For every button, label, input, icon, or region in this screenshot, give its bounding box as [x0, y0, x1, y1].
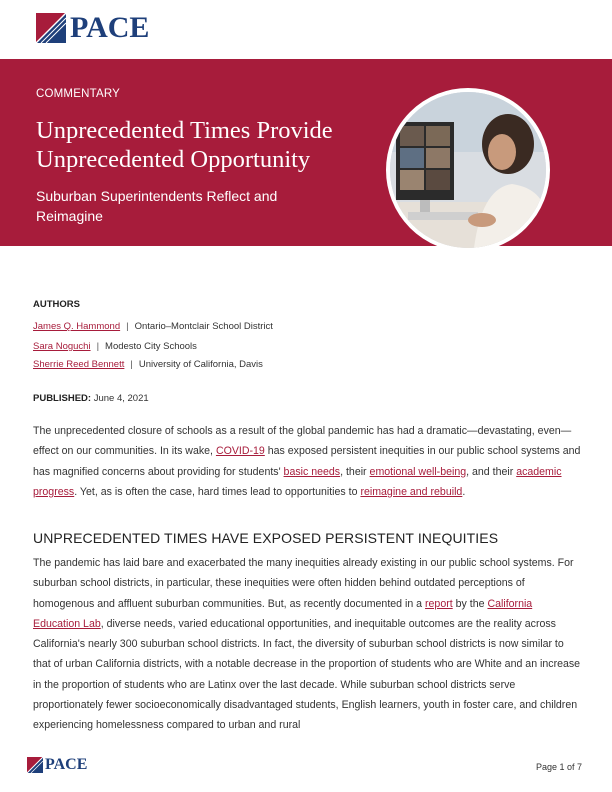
california-education-lab-link[interactable]: California Education Lab [33, 597, 533, 630]
author-affiliation: Modesto City Schools [105, 341, 197, 352]
section-heading: UNPRECEDENTED TIMES HAVE EXPOSED PERSISTENT INEQUITIES [33, 530, 499, 546]
author-row [33, 321, 273, 332]
page-number: Page 1 of 7 [535, 762, 582, 772]
paragraph-text: The unprecedented closure of schools as a result of the global pandemic has had a dramatic—devastating, even—effect on our communities. In its wake, [33, 425, 572, 458]
authors-label: AUTHORS [33, 299, 80, 310]
author-affiliation: Ontario–Montclair School District [134, 321, 273, 332]
footer-logo[interactable] [27, 757, 87, 773]
paragraph-text: The pandemic has laid bare and exacerbated the many inequities already existing in our public school systems. For suburban school districts, in particular, these inequities were often hidden behind outdated perceptions of homogenous and affluent suburban communities. But, as recently documented in a [33, 557, 574, 610]
author-row [33, 359, 263, 370]
paragraph-text: . Yet, as is often the case, hard times lead to opportunities to [74, 485, 361, 498]
author-separator: | [96, 341, 100, 352]
pace-logo-icon [27, 757, 43, 773]
author-separator: | [126, 321, 129, 332]
pace-logo-icon [36, 13, 66, 43]
author-link[interactable]: Sherrie Reed Bennett [33, 359, 125, 370]
basic-needs-link[interactable]: basic needs [283, 465, 341, 478]
author-separator: | [130, 359, 133, 370]
paragraph-text: has exposed persistent inequities in our public school systems and has magnified concerns about providing for students' [33, 445, 581, 478]
published-date: June 4, 2021 [93, 393, 149, 404]
author-link[interactable]: James Q. Hammond [33, 321, 121, 332]
author-link[interactable]: Sara Noguchi [33, 341, 91, 352]
article-subtitle [36, 186, 336, 226]
paragraph-text: , their [340, 465, 370, 478]
paragraph-text: , and their [466, 465, 517, 478]
paragraph-text: , diverse needs, varied educational opportunities, and inequitable outcomes are the reality across California's nearly 300 suburban school districts. In fact, the diversity of suburban school districts is now similar to that of urban California districts, with a notable decrease in the proportion of students who are White and an increase in the proportion of students who are Latinx over the last decade. While suburban school districts serve proportionately fewer socioeconomically disadvantaged students, English learners, youth in foster care, and children experiencing homelessness compared to urban and rural [33, 617, 581, 732]
covid-link[interactable]: COVID-19 [215, 445, 265, 458]
author-row [33, 341, 197, 352]
subtitle-line-2: Reimagine [36, 208, 103, 224]
published-label: PUBLISHED: [33, 393, 92, 404]
emotional-wellbeing-link[interactable]: emotional well-being [369, 465, 467, 478]
paragraph-text: . [462, 485, 466, 498]
author-affiliation: University of California, Davis [138, 359, 263, 370]
reimagine-link[interactable]: reimagine and rebuild [360, 485, 463, 498]
article-kicker: COMMENTARY [36, 88, 120, 100]
academic-progress-link[interactable]: academic progress [33, 465, 562, 498]
logo-wordmark: PACE [70, 11, 150, 44]
video-call-photo [386, 88, 550, 252]
article-title [36, 116, 396, 174]
title-line-2: Unprecedented Opportunity [36, 146, 311, 173]
published-line [33, 393, 149, 404]
header-logo[interactable] [36, 13, 149, 43]
title-line-1: Unprecedented Times Provide [36, 117, 333, 144]
section-paragraph [33, 553, 581, 736]
intro-paragraph [33, 421, 581, 502]
paragraph-text: by the [452, 597, 488, 610]
subtitle-line-1: Suburban Superintendents Reflect and [36, 188, 278, 204]
logo-wordmark: PACE [45, 756, 88, 773]
report-link[interactable]: report [425, 597, 453, 610]
